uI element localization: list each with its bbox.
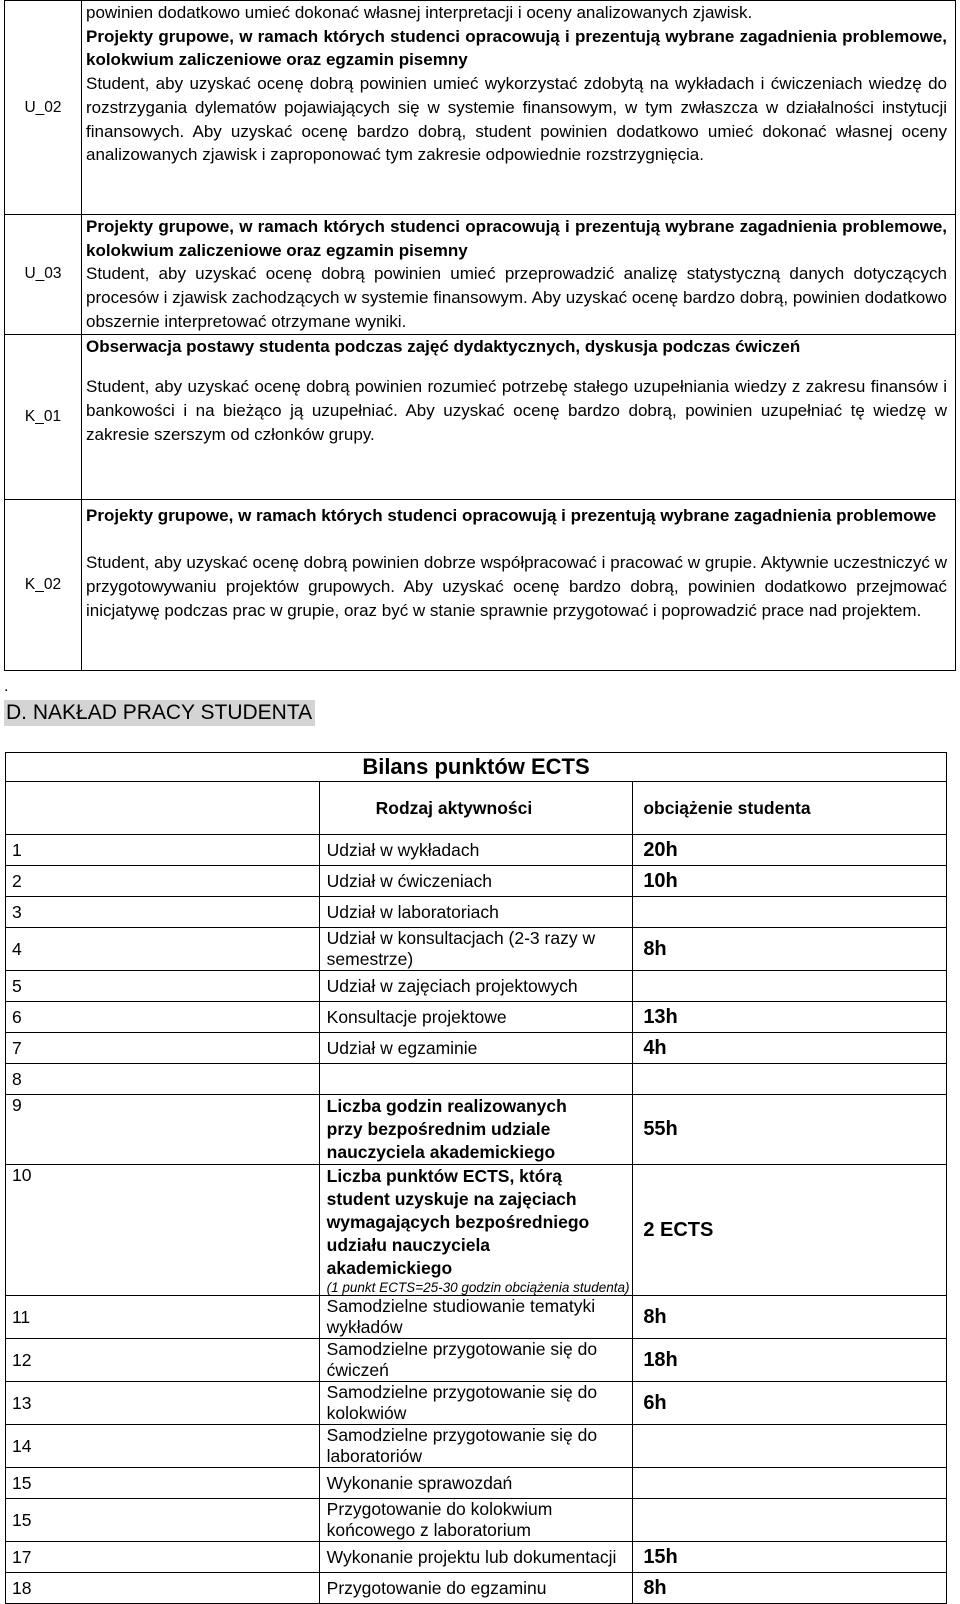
ects-row-activity bbox=[319, 1002, 633, 1033]
ects-activity-label: Samodzielne przygotowanie się do ćwiczeń bbox=[326, 1339, 598, 1380]
ects-row-number: 11 bbox=[6, 1296, 320, 1339]
ects-row-value bbox=[633, 1468, 947, 1499]
ects-activity-label: Liczba punktów ECTS, którą student uzyskuje na zajęciach wymagających bezpośredniego udziału nauczyciela akademickiego bbox=[326, 1166, 590, 1278]
ects-row-activity bbox=[319, 1095, 633, 1165]
ects-row-activity bbox=[319, 1033, 633, 1064]
ects-row-number: 17 bbox=[6, 1542, 320, 1573]
ects-row-activity bbox=[319, 866, 633, 897]
ects-row-number: 15 bbox=[6, 1499, 320, 1542]
ects-row-value: 18h bbox=[633, 1339, 947, 1382]
ects-activity-label: Samodzielne przygotowanie się do kolokwiów bbox=[326, 1382, 598, 1423]
ects-activity-label: Udział w wykładach bbox=[326, 839, 480, 860]
ects-row-number: 15 bbox=[6, 1468, 320, 1499]
outcome-criteria: Student, aby uzyskać ocenę dobrą powinien rozumieć potrzebę stałego uzupełniania wiedzy z zakresu finansów i bankowości i na bieżąco ją uzupełniać. Aby uzyskać ocenę bardzo dobrą, powinien uzupełniać tę wiedzę w zakresie szerszym od członków grupy. bbox=[86, 377, 947, 444]
ects-row-activity bbox=[319, 1382, 633, 1425]
outcome-paragraph: powinien dodatkowo umieć dokonać własnej interpretacji i oceny analizowanych zjawisk. bbox=[86, 3, 753, 22]
ects-row-value: 6h bbox=[633, 1382, 947, 1425]
ects-row-activity bbox=[319, 1499, 633, 1542]
ects-row bbox=[6, 1339, 947, 1382]
ects-activity-label: Wykonanie sprawozdań bbox=[326, 1472, 513, 1493]
ects-row-number: 3 bbox=[6, 897, 320, 928]
ects-row-number: 7 bbox=[6, 1033, 320, 1064]
ects-row-number: 10 bbox=[6, 1165, 320, 1296]
ects-row bbox=[6, 1165, 947, 1296]
ects-activity-label: Samodzielne przygotowanie się do laboratoriów bbox=[326, 1425, 598, 1466]
ects-title-row bbox=[6, 753, 947, 782]
ects-row-activity bbox=[319, 835, 633, 866]
ects-row bbox=[6, 1033, 947, 1064]
ects-row-value: 8h bbox=[633, 1296, 947, 1339]
ects-activity-label: Liczba godzin realizowanych przy bezpośrednim udziale nauczyciela akademickiego bbox=[326, 1096, 567, 1162]
ects-row-activity bbox=[319, 971, 633, 1002]
ects-activity-label: Samodzielne studiowanie tematyki wykładów bbox=[326, 1296, 596, 1337]
ects-row bbox=[6, 1095, 947, 1165]
ects-row-number: 12 bbox=[6, 1339, 320, 1382]
ects-activity-label: Udział w konsultacjach (2-3 razy w semestrze) bbox=[326, 928, 596, 969]
stray-dot: . bbox=[4, 678, 9, 695]
ects-row-value bbox=[633, 1425, 947, 1468]
ects-activity-label: Udział w zajęciach projektowych bbox=[326, 975, 578, 996]
ects-activity-note: (1 punkt ECTS=25-30 godzin obciążenia studenta) bbox=[326, 1280, 630, 1295]
outcome-description bbox=[82, 499, 956, 670]
ects-row-number: 4 bbox=[6, 928, 320, 971]
outcome-row bbox=[5, 334, 956, 499]
ects-activity-label: Przygotowanie do kolokwium końcowego z laboratorium bbox=[326, 1499, 553, 1540]
outcome-method: Projekty grupowe, w ramach których studenci opracowują i prezentują wybrane zagadnienia problemowe, kolokwium zaliczeniowe oraz egzamin pisemny bbox=[86, 217, 947, 260]
ects-row bbox=[6, 928, 947, 971]
outcome-description bbox=[82, 1, 956, 215]
ects-row-value bbox=[633, 1499, 947, 1542]
ects-activity-label: Przygotowanie do egzaminu bbox=[326, 1577, 547, 1598]
ects-row bbox=[6, 1296, 947, 1339]
ects-row bbox=[6, 1382, 947, 1425]
ects-row bbox=[6, 897, 947, 928]
ects-row-activity bbox=[319, 1425, 633, 1468]
outcome-criteria: Student, aby uzyskać ocenę dobrą powinien umieć wykorzystać zdobytą na wykładach i ćwiczeniach wiedzę do rozstrzygania dylematów pojawiających się w systemie finansowym, w tym zwłaszcza w działalności instytucji finansowych. Aby uzyskać ocenę bardzo dobrą, student powinien dodatkowo umieć dokonać własnej oceny analizowanych zjawisk i zaproponować tym zakresie odpowiednie rozstrzygnięcia. bbox=[86, 74, 947, 165]
ects-row-value bbox=[633, 1064, 947, 1095]
ects-row-value: 13h bbox=[633, 1002, 947, 1033]
ects-row-activity bbox=[319, 928, 633, 971]
ects-title: Bilans punktów ECTS bbox=[6, 753, 947, 782]
outcome-code: K_01 bbox=[5, 334, 82, 499]
ects-row-value: 2 ECTS bbox=[633, 1165, 947, 1296]
ects-row bbox=[6, 1499, 947, 1542]
ects-header-row bbox=[6, 782, 947, 835]
outcomes-table bbox=[4, 0, 956, 671]
ects-row-value: 15h bbox=[633, 1542, 947, 1573]
ects-row-number: 18 bbox=[6, 1573, 320, 1604]
ects-row bbox=[6, 971, 947, 1002]
ects-row-activity bbox=[319, 1165, 633, 1296]
outcome-code: U_03 bbox=[5, 215, 82, 335]
section-heading: D. NAKŁAD PRACY STUDENTA bbox=[4, 700, 315, 726]
ects-row bbox=[6, 835, 947, 866]
ects-row bbox=[6, 1064, 947, 1095]
ects-row-number: 5 bbox=[6, 971, 320, 1002]
ects-row-number: 1 bbox=[6, 835, 320, 866]
ects-row-number: 13 bbox=[6, 1382, 320, 1425]
outcome-criteria: Student, aby uzyskać ocenę dobrą powinien dobrze współpracować i pracować w grupie. Aktywnie uczestniczyć w przygotowywaniu projektów grupowych. Aby uzyskać ocenę bardzo dobrą, powinien dodatkowo przejmować inicjatywę podczas prac w grupie, oraz być w stanie sprawnie przygotować i poprowadzić prace nad projektem. bbox=[86, 553, 947, 620]
ects-row-activity bbox=[319, 1542, 633, 1573]
ects-row bbox=[6, 1425, 947, 1468]
ects-row-activity bbox=[319, 1573, 633, 1604]
outcome-row bbox=[5, 215, 956, 335]
ects-header-number bbox=[6, 782, 320, 835]
ects-row-value bbox=[633, 971, 947, 1002]
ects-row-number: 8 bbox=[6, 1064, 320, 1095]
ects-row bbox=[6, 1573, 947, 1604]
ects-row bbox=[6, 1468, 947, 1499]
ects-row-value: 55h bbox=[633, 1095, 947, 1165]
ects-header-load: obciążenie studenta bbox=[633, 782, 947, 835]
outcome-description bbox=[82, 334, 956, 499]
ects-row-number: 6 bbox=[6, 1002, 320, 1033]
ects-row-activity bbox=[319, 1296, 633, 1339]
outcome-method: Projekty grupowe, w ramach których studenci opracowują i prezentują wybrane zagadnienia problemowe, kolokwium zaliczeniowe oraz egzamin pisemny bbox=[86, 26, 947, 70]
outcome-row bbox=[5, 499, 956, 670]
ects-row-activity bbox=[319, 1064, 633, 1095]
outcome-criteria: Student, aby uzyskać ocenę dobrą powinien umieć przeprowadzić analizę statystyczną danych dotyczących procesów i zjawisk zachodzących w systemie finansowym. Aby uzyskać ocenę bardzo dobrą, powinien dodatkowo obszernie interpretować otrzymane wyniki. bbox=[86, 264, 947, 331]
ects-row-value: 8h bbox=[633, 928, 947, 971]
ects-row-activity bbox=[319, 897, 633, 928]
ects-row bbox=[6, 1542, 947, 1573]
ects-row-activity bbox=[319, 1468, 633, 1499]
outcome-method: Projekty grupowe, w ramach których studenci opracowują i prezentują wybrane zagadnienia problemowe bbox=[86, 505, 937, 525]
ects-activity-label: Udział w laboratoriach bbox=[326, 901, 499, 922]
outcome-method: Obserwacja postawy studenta podczas zajęć dydaktycznych, dyskusja podczas ćwiczeń bbox=[86, 336, 801, 356]
ects-row-value: 20h bbox=[633, 835, 947, 866]
ects-row-number: 2 bbox=[6, 866, 320, 897]
ects-table bbox=[5, 752, 947, 1604]
ects-row-number: 14 bbox=[6, 1425, 320, 1468]
ects-row-value: 10h bbox=[633, 866, 947, 897]
ects-row-value bbox=[633, 897, 947, 928]
outcome-code: K_02 bbox=[5, 499, 82, 670]
ects-activity-label: Udział w ćwiczeniach bbox=[326, 870, 492, 891]
ects-row-number: 9 bbox=[6, 1095, 320, 1165]
ects-row-value: 4h bbox=[633, 1033, 947, 1064]
outcome-code: U_02 bbox=[5, 1, 82, 215]
ects-row-activity bbox=[319, 1339, 633, 1382]
outcome-row bbox=[5, 1, 956, 215]
ects-row bbox=[6, 866, 947, 897]
ects-header-activity: Rodzaj aktywności bbox=[319, 782, 633, 835]
ects-activity-label: Udział w egzaminie bbox=[326, 1037, 478, 1058]
ects-activity-label: Wykonanie projektu lub dokumentacji bbox=[326, 1546, 617, 1567]
ects-row-value: 8h bbox=[633, 1573, 947, 1604]
ects-activity-label: Konsultacje projektowe bbox=[326, 1006, 507, 1027]
ects-row bbox=[6, 1002, 947, 1033]
outcome-description bbox=[82, 215, 956, 335]
